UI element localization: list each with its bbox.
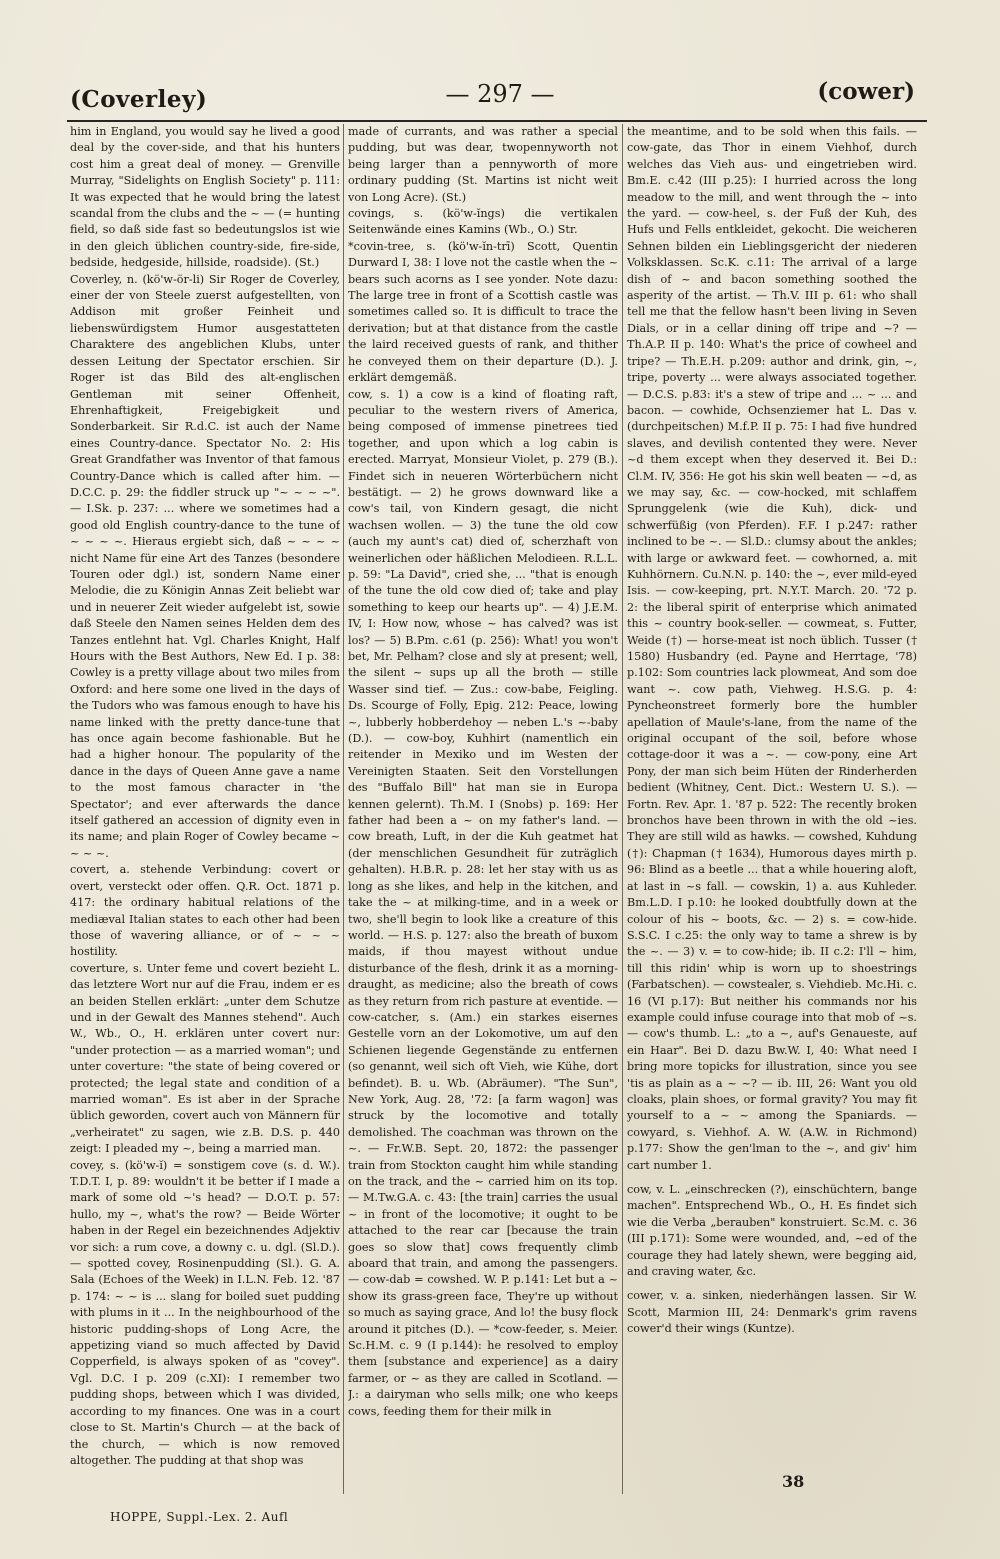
- entry-coverture: coverture, s. Unter feme und covert bezieht L. das letztere Wort nur auf die Frau, indem er es an beiden Stellen erklärt: „unter dem Schutze und in der Gewalt des Mannes stehend". Auch W., Wb., O., H. erklären unter covert nur: "under protection — as a married woman"; und unter coverture: "the state of being covered or protected; the legal state and condition of a married woman". Es ist aber in der Sprache üblich geworden, covert auch von Männern für „verheiratet" zu sagen, wie z.B. D.S. p. 440 zeigt: I pleaded my ~, being a married man.: [70, 961, 340, 1156]
- entry-covey: covey, s. (kö'w-ĭ) = sonstigem cove (s. d. W.). T.D.T. I, p. 89: wouldn't it be better if I made a mark of some old ~'s head? — D.O.T. p. 57: hullo, my ~, what's the row? — Beide Wörter haben in der Regel ein bezeichnendes Adjektiv vor sich: a rum cove, a downy c. u. dgl. (Sl.D.). — spotted covey, Rosinenpudding (Sl.). G. A. Sala (Echoes of the Week) in I.L.N. Feb. 12. '87 p. 174: ~ ~ is ... slang for boiled suet pudding with plums in it ... In the neighbourhood of the historic pudding-shops of Long Acre, the appetizing viand so much affected by David Copperfield, is always spoken of as "covey". Vgl. D.C. I p. 209 (c.XI): I remember two pudding shops, between which I was divided, according to my finances. One was in a court close to St. Martin's Church — at the back of the church, — which is now removed altogether. The pudding at that shop was: [70, 1158, 340, 1467]
- column-divider: [622, 124, 623, 1494]
- entry-cower: cower, v. a. sinken, niederhängen lassen. Sir W. Scott, Marmion III, 24: Denmark's grim ravens cower'd their wings (Kuntze).: [627, 1289, 917, 1336]
- paragraph: made of currants, and was rather a special pudding, but was dear, twopennyworth not being larger than a pennyworth of more ordinary pudding (St. Martins ist nicht weit von Long Acre). (St.): [348, 125, 618, 204]
- column-right: [627, 124, 917, 1504]
- entry-covings: covings, s. (kö'w-ĭngs) die vertikalen Seitenwände eines Kamins (Wb., O.) Str.: [348, 207, 618, 237]
- column-divider: [343, 124, 344, 1494]
- entry-covin-tree: *covin-tree, s. (kö'w-ĭn-trī) Scott, Quentin Durward I, 38: I love not the castle when the ~ bears such acorns as I see yonder. Note dazu: The large tree in front of a Scottish castle was sometimes called so. It is difficult to trace the derivation; but at that distance from the castle the laird received guests of rank, and thither he conveyed them on their departure (D.). J. erklärt demgemäß.: [348, 239, 618, 385]
- right-running-head: (cower): [817, 78, 915, 105]
- paragraph: him in England, you would say he lived a good deal by the cover-side, and that his hunters cost him a great deal of money. — Grenville Murray, "Sidelights on English Society" p. 111: It was expected that he would bring the latest scandal from the clubs and the ~ — (= hunting field, so daß side fast so bedeutungslos ist wie in den gleich üblichen country-side, fire-side, bedside, hedgeside, hillside, roadside). (St.): [70, 125, 340, 270]
- entry-coverley: Coverley, n. (kö'w-ör-li) Sir Roger de Coverley, einer der von Steele zuerst aufgestellten, von Addison mit großer Feinheit und liebenswürdigstem Humor ausgestatteten Charaktere des angeblichen Klubs, unter dessen Leitung der Spectator erschien. Sir Roger ist das Bild des alt-englischen Gentleman mit seiner Offenheit, Ehrenhaftigkeit, Freigebigkeit und Sonderbarkeit. Sir R.d.C. ist auch der Name eines Country-dance. Spectator No. 2: His Great Grandfather was Inventor of that famous Country-Dance which is called after him. — D.C.C. p. 29: the fiddler struck up "~ ~ ~ ~". — I.Sk. p. 237: ... where we sometimes had a good old English country-dance to the tune of ~ ~ ~ ~. Hieraus ergiebt sich, daß ~ ~ ~ ~ nicht Name für eine Art des Tanzes (besondere Touren oder dgl.) ist, sondern Name einer Melodie, die zu Königin Annas Zeit beliebt war und in neuerer Zeit wieder aufgelebt ist, sowie daß Steele den Namen seines Helden dem des Tanzes entlehnt hat. Vgl. Charles Knight, Half Hours with the Best Authors, New Ed. I p. 38: Cowley is a pretty village about two miles from Oxford: and here some one lived in the days of the Tudors who was famous enough to have his name linked with the pretty dance-tune that has once again become fashionable. But he had a higher honour. The popularity of the dance in the days of Queen Anne gave a name to the most famous character in 'the Spectator'; and ever afterwards the dance itself gathered an accession of dignity even in its name; and plain Roger of Cowley became ~ ~ ~ ~.: [70, 272, 340, 860]
- left-running-head: (Coverley): [70, 86, 208, 113]
- column-middle: [348, 124, 618, 1504]
- page-header: [70, 78, 915, 120]
- page-number: — 297 —: [445, 80, 555, 108]
- column-left: [70, 124, 340, 1504]
- footer-signature: HOPPE, Suppl.-Lex. 2. Aufl: [110, 1510, 289, 1524]
- entry-cow-noun: cow, s. 1) a cow is a kind of floating raft, peculiar to the western rivers of America, being composed of immense pinetrees tied together, and upon which a log cabin is erected. Marryat, Monsieur Violet, p. 279 (B.). Findet sich in neueren Wörterbüchern nicht bestätigt. — 2) he grows downward like a cow's tail, von Kindern gesagt, die nicht wachsen wollen. — 3) the tune the old cow (auch my aunt's cat) died of, scherzhaft von weinerlichen oder häßlichen Melodieen. R.L.L. p. 59: "La David", cried she, ... "that is enough of the tune the old cow died of; take and play something to keep our hearts up". — 4) J.E.M. IV, I: How now, whose ~ has calved? was ist los? — 5) B.Pm. c.61 (p. 256): What! you won't bet, Mr. Pelham? close and sly at present; well, the silent ~ sups up all the broth — stille Wasser sind tief. — Zus.: cow-babe, Feigling. Ds. Scourge of Folly, Epig. 212: Peace, lowing ~, lubberly hobberdehoy — neben L.'s ~-baby (D.). — cow-boy, Kuhhirt (namentlich ein reitender in Mexiko und im Westen der Vereinigten Staaten. Seit den Vorstellungen des "Buffalo Bill" hat man sie in Europa kennen gelernt). Th.M. I (Snobs) p. 169: Her father had been a ~ on my father's land. — cow breath, Luft, in der die Kuh geatmet hat (der menschlichen Gesundheit für zuträglich gehalten). H.B.R. p. 28: let her stay with us as long as she likes, and help in the kitchen, and take the ~ at milking-time, and in a week or two, she'll begin to look like a creature of this world. — H.S. p. 127: also the breath of buxom maids, if thou mayest without undue disturbance of the flesh, drink it as a morning-draught, as medicine; also the breath of cows as they return from rich pasture at eventide. — cow-catcher, s. (Am.) ein starkes eisernes Gestelle vorn an der Lokomotive, um auf den Schienen liegende Gegenstände zu entfernen (so genannt, weil sich oft Vieh, wie Kühe, dort befindet). B. u. Wb. (Abräumer). "The Sun", New York, Aug. 28, '72: [a farm wagon] was struck by the locomotive and totally demolished. The coachman was thrown on the ~. — Fr.W.B. Sept. 20, 1872: the passenger train from Stockton caught him while standing on the track, and the ~ carried him on its top. — M.Tw.G.A. c. 43: [the train] carries the usual ~ in front of the locomotive; it ought to be attached to the rear car [because the train goes so slow that] cows frequently climb aboard that train, and among the passengers. — cow-dab = cowshed. W. P. p.141: Let but a ~ show its grass-green face, They're up without so much as saying grace, And lo! the busy flock around it pitches (D.). — *cow-feeder, s. Meier. Sc.H.M. c. 9 (I p.144): he resolved to employ them [substance and experience] as a dairy farmer, or ~ as they are called in Scotland. — J.: a dairyman who sells milk; one who keeps cows, feeding them for their milk in: [348, 387, 618, 1418]
- entry-covert: covert, a. stehende Verbindung: covert or overt, versteckt oder offen. Q.R. Oct. 1871 p. 417: the ordinary habitual relations of the mediæval Italian states to each other had been those of wavering alliance, or of ~ ~ ~ hostility.: [70, 863, 340, 959]
- entry-cow-verb: cow, v. L. „einschrecken (?), einschüchtern, bange machen". Entsprechend Wb., O., H. Es findet sich wie die Verba „berauben" konstruiert. Sc.M. c. 36 (III p.171): Some were wounded, and, ~ed of the courage they had lately shewn, were begging aid, and craving water, &c.: [627, 1183, 917, 1279]
- paragraph: the meantime, and to be sold when this fails. — cow-gate, das Thor in einem Viehhof, durch welches das Vieh aus- und eingetrieben wird. Bm.E. c.42 (III p.25): I hurried across the long meadow to the mill, and went through the ~ into the yard. — cow-heel, s. der Fuß der Kuh, des Hufs und Fells entkleidet, gekocht. Die weicheren Sehnen bilden ein Lieblingsgericht der niederen Volksklassen. Sc.K. c.11: The arrival of a large dish of ~ and bacon something soothed the asperity of the artist. — Th.V. III p. 61: who shall tell me that the fellow hasn't been living in Seven Dials, or in a cellar dining off tripe and ~? — Th.A.P. II p. 140: What's the price of cowheel and tripe? — Th.E.H. p.209: author and drink, gin, ~, tripe, poverty ... were always associated together. — D.C.S. p.83: it's a stew of tripe and ... ~ ... and bacon. — cowhide, Ochsenziemer hat L. Das v. (durchpeitschen) M.f.P. II p. 75: I had five hundred slaves, and devilish contented they were. Never ~d them except when they deserved it. Bei D.: Cl.M. IV, 356: He got his skin well beaten — ~d, as we may say, &c. — cow-hocked, mit schlaffem Sprunggelenk (wie die Kuh), dick- und schwerfüßig (von Pferden). F.F. I p.247: rather inclined to be ~. — Sl.D.: clumsy about the ankles; with large or awkward feet. — cowhorned, a. mit Kuhhörnern. Cu.N.N. p. 140: the ~, ever mild-eyed Isis. — cow-keeping, prt. N.Y.T. March. 20. '72 p. 2: the liberal spirit of enterprise which animated this ~ country book-seller. — cowmeat, s. Futter, Weide (†) — horse-meat ist noch üblich. Tusser († 1580) Husbandry (ed. Payne and Herrtage, '78) p.102: Som countries lack plowmeat, And som doe want ~. cow path, Viehweg. H.S.G. p. 4: Pyncheonstreet formerly bore the humbler apellation of Maule's-lane, from the name of the original occupant of the soil, before whose cottage-door it was a ~. — cow-pony, eine Art Pony, der man sich beim Hüten der Rinderherden bedient (Whitney, Cent. Dict.: Western U. S.). — Fortn. Rev. Apr. 1. '87 p. 522: The recently broken bronchos have been thrown in with the old ~ies. They are still wild as hawks. — cowshed, Kuhdung (†): Chapman († 1634), Humorous dayes mirth p. 96: Blind as a beetle ... that a while houering aloft, at last in ~s fall. — cowskin, 1) a. aus Kuhleder. Bm.L.D. I p.10: he looked doubtfully down at the colour of his ~ boots, &c. — 2) s. = cow-hide. S.S.C. I c.25: the only way to tame a shrew is by the ~. — 3) v. = to cow-hide; ib. II c.2: I'll ~ him, till this ridin' whip is worn up to shoestrings (Farbatschen). — cowstealer, s. Viehdieb. Mc.Hi. c. 16 (VI p.17): But neither his commands nor his example could infuse courage into that mob of ~s. — cow's thumb. L.: „to a ~, auf's Genaueste, auf ein Haar". Bei D. dazu Bw.W. I, 40: What need I bring more topicks for illustration, since you see 'tis as plain as a ~ ~? — ib. III, 26: Want you old cloaks, plain shoes, or formal gravity? You may fit yourself to a ~ ~ among the Spaniards. — cowyard, s. Viehhof. A. W. (A.W. in Richmond) p.177: Show the gen'lman to the ~, and giv' him cart number 1.: [627, 125, 917, 1172]
- sheet-number: 38: [782, 1472, 805, 1491]
- header-rule: [67, 120, 927, 122]
